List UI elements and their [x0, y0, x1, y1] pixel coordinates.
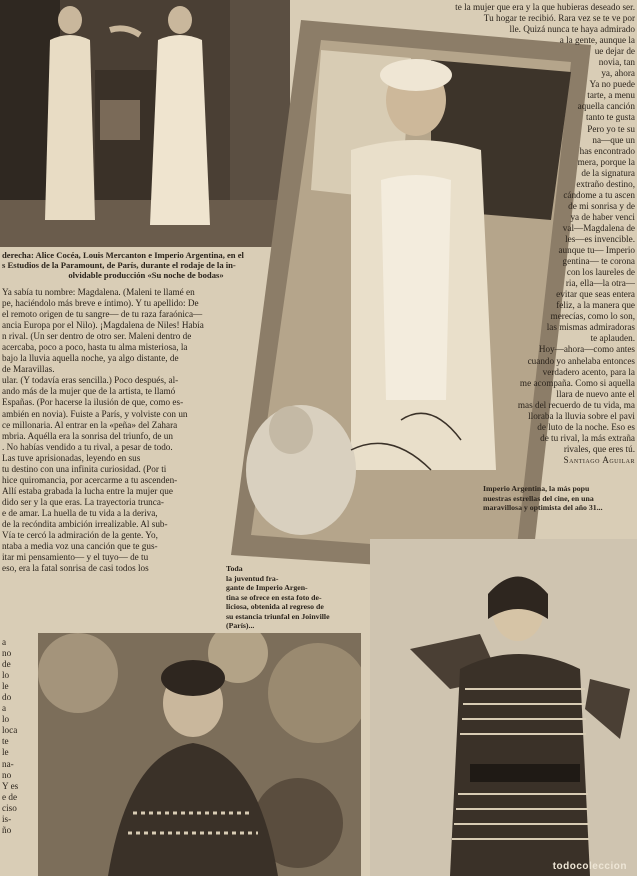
article-line: te aplauden. [590, 333, 635, 344]
article-line: tanto te gusta [586, 112, 635, 123]
caption-line: la juventud fra- [226, 573, 279, 583]
article-line: acercaba, poco a poco, hasta tu alma misteriosa, la [2, 342, 188, 353]
watermark: todocoleccion [552, 861, 627, 872]
article-line: hice quiromancia, por acercarme a tu ascenden- [2, 474, 178, 485]
article-line: eso, era la fatal sonrisa de casi todos los [2, 563, 149, 574]
article-line: pe, haciéndolo más breve e íntimo). Y tu apellido: De [2, 298, 199, 309]
article-line: ria, ella—la otra— [565, 278, 635, 289]
article-line: el remoto origen de tu sangre— de tu raza faraónica— [2, 309, 203, 320]
article-line: mbria. Aquélla era la sonrisa del triunfo, de un [2, 430, 173, 441]
right-photo-caption [483, 484, 637, 513]
caption-line: (París)... [226, 621, 255, 630]
article-line: extraño destino, [576, 178, 635, 189]
article-line: ya, ahora [601, 68, 635, 79]
striped-dress-photo-image [370, 539, 637, 876]
fragment-line: loca [2, 725, 18, 736]
fragment-line: ciso [2, 802, 17, 813]
center-photo-caption [226, 564, 370, 631]
article-line: les—es invencible. [565, 233, 635, 244]
caption-line: su estancia triunfal en Joinville [226, 611, 330, 621]
article-line: merecías, como lo son, [550, 311, 635, 322]
fragment-line: is- [2, 813, 12, 824]
fragment-line: le [2, 681, 9, 692]
article-line: Pero yo te su [587, 123, 635, 134]
article-line: ambién en novia). Fuiste a París, y volviste con un [2, 408, 188, 419]
article-line: Vía te cercó la admiración de la gente. Yo, [2, 530, 158, 541]
article-line: cándome a tu ascen [563, 189, 635, 200]
fragment-line: no [2, 769, 12, 780]
article-line: de la signatura [581, 167, 635, 178]
article-line: a la gente, aunque la [559, 35, 635, 46]
article-line: lloraba la lluvia sobre el pavi [528, 410, 635, 421]
left-article-column [2, 287, 272, 574]
article-line: ntaba a media voz una canción que te gus- [2, 541, 158, 552]
article-line: con los laureles de [566, 267, 635, 278]
author-signature: Santiago Aguilar [563, 454, 635, 465]
article-line: de tu rival, la más extraña [540, 432, 635, 443]
fragment-line: de [2, 659, 11, 670]
article-line: Españas. (Por hacerse la ilusión de que, como es- [2, 397, 184, 408]
fragment-line: no [2, 648, 12, 659]
fragment-line: Y es [2, 780, 19, 791]
fragment-line: ño [2, 824, 12, 835]
article-line: gentina— te corona [562, 256, 635, 267]
article-line: las mismas admiradoras [546, 322, 635, 333]
caption-line: olvidable producción «Su noche de bodas» [68, 270, 224, 280]
article-line: dido ser y la que eras. La trayectoria trunca- [2, 496, 164, 507]
article-line: Tu hogar te recibió. Rara vez se te ve por [483, 13, 635, 24]
article-line: mas del recuerdo de tu vida, ma [517, 399, 635, 410]
article-line: Ya no puede [589, 79, 635, 90]
article-line: llara de nuevo ante el [556, 388, 635, 399]
caption-line: derecha: Alice Cocéa, Louis Mercanton e Imperio Argentina, en el [2, 250, 244, 260]
article-line: n rival. (Un ser dentro de otro ser. Maleni dentro de [2, 331, 192, 342]
fragment-line: lo [2, 670, 10, 681]
fragment-line: do [2, 692, 12, 703]
article-line: tu destino con una infinita curiosidad. (Por ti [2, 463, 167, 474]
article-line: verdadero acento, para la [542, 366, 635, 377]
caption-line: maravillosa y optimista del año 31... [483, 503, 603, 512]
caption-line: liciosa, obtenida al regreso de [226, 602, 324, 611]
article-line: me acompaña. Como si aquella [519, 377, 635, 388]
article-line: mera, porque la [577, 156, 635, 167]
article-line: lle. Quizá nunca te haya admirado [509, 24, 635, 35]
caption-line: Imperio Argentina, la más popu [483, 484, 590, 493]
article-line: . No habías vendido a tu rival, a pesar de todo. [2, 441, 173, 452]
article-line: de la recóndita ambición irrealizable. Al sub- [2, 518, 168, 529]
fragment-line: a [2, 637, 7, 647]
article-line: ce millonaria. Al entrar en la «peña» del Zahara [2, 419, 178, 430]
garden-photo-image [38, 633, 361, 876]
top-left-caption [2, 250, 290, 280]
article-line: ular. (Y todavía eras sencilla.) Poco después, al- [2, 375, 179, 386]
article-line: has encontrado [579, 145, 635, 156]
article-line: ando más de la mujer que de la artista, te llamó [2, 386, 176, 397]
fragment-line: a [2, 703, 7, 714]
article-line: ue dejar de [594, 46, 635, 57]
article-line: Las tuve aprisionadas, leyendo en sus [2, 452, 141, 463]
article-line: Ya sabía tu nombre: Magdalena. (Maleni te llamé en [2, 287, 195, 297]
bottom-right-photo [370, 539, 637, 876]
fragment-line: le [2, 747, 9, 758]
article-line: Hoy—ahora—como antes [538, 344, 635, 355]
article-line: Allí estaba grabada la lucha entre la mujer que [2, 485, 173, 496]
article-line: ya de haber venci [570, 211, 635, 222]
caption-line: nuestras estrellas del cine, en una [483, 493, 594, 503]
article-line: de mi sonrisa y de [568, 200, 635, 211]
fragment-line: lo [2, 714, 10, 725]
fragment-line: te [2, 736, 9, 747]
article-line: de Maravillas. [2, 364, 55, 375]
article-line: cuando yo anhelaba entonces [527, 355, 635, 366]
right-article-column [370, 2, 635, 466]
article-line: bajo la lluvia aquella noche, ya algo distante, de [2, 353, 179, 364]
caption-line: gante de Imperio Argen- [226, 583, 308, 592]
article-line: rivales, que eres tú. [563, 443, 635, 454]
article-line: tarte, a menu [587, 90, 635, 101]
fragment-line: na- [2, 758, 14, 769]
caption-line: s Estudios de la Paramount, de París, durante el rodaje de la in- [2, 260, 236, 270]
article-line: feliz, a la manera que [556, 300, 635, 311]
bottom-left-photo [38, 633, 361, 876]
fragment-line: e de [2, 791, 18, 802]
left-edge-fragments [2, 637, 36, 836]
article-line: novia, tan [598, 57, 635, 68]
article-line: ancia Europa por el Nilo). ¡Magdalena de Niles! Había [2, 320, 204, 331]
article-line: na—que un [592, 134, 635, 145]
caption-line: tina se ofrece en esta foto de- [226, 592, 322, 602]
article-line: val—Magdalena de [562, 222, 635, 233]
caption-line: Toda [226, 564, 243, 573]
article-line: itar mi pensamiento— y el tuyo— de tu [2, 552, 149, 563]
article-line: te la mujer que era y la que hubieras deseado ser. [455, 2, 635, 12]
article-line: aunque tu— Imperio [558, 245, 635, 256]
article-line: aquella canción [577, 101, 635, 112]
article-line: evitar que seas entera [556, 289, 635, 300]
article-line: e de amar. La huella de tu vida a la deriva, [2, 507, 158, 518]
article-line: de luto de la noche. Eso es [537, 421, 635, 432]
